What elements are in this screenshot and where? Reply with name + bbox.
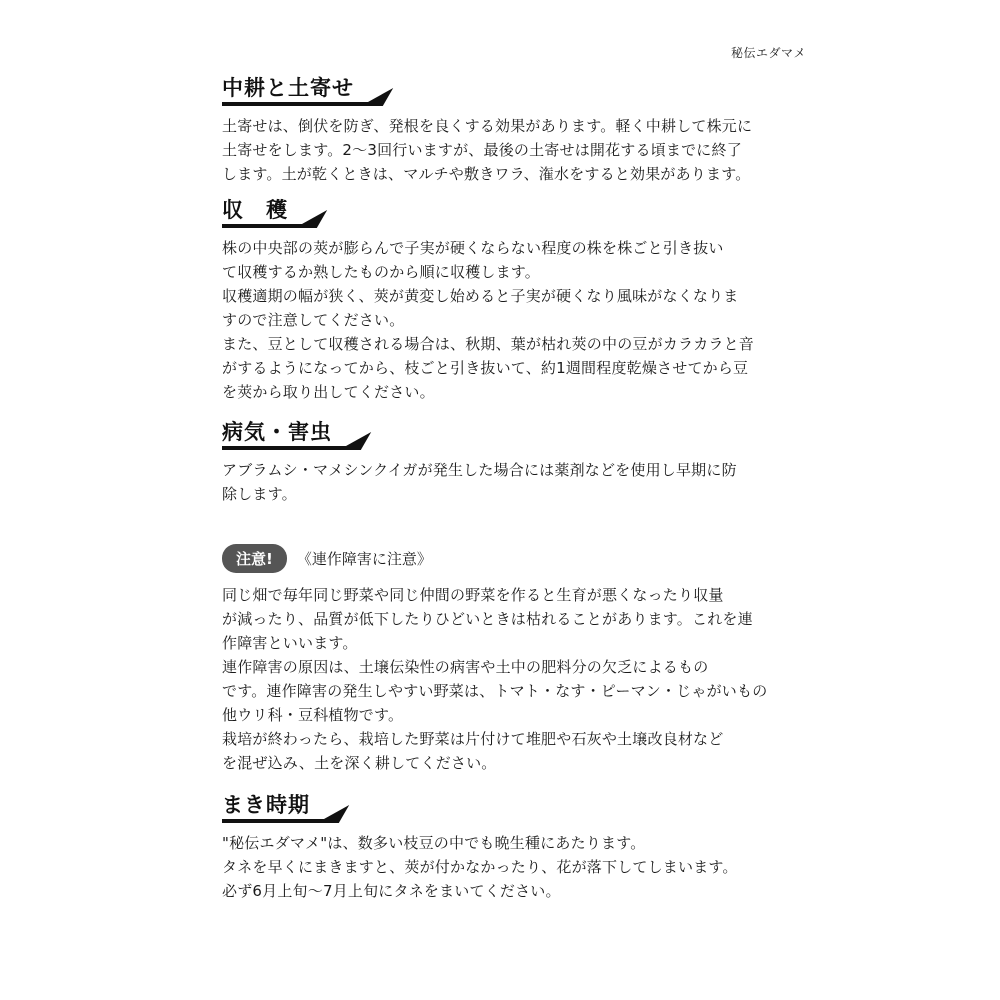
text-line: 土寄せをします。2〜3回行いますが、最後の土寄せは開花する頃までに終了 [222, 141, 742, 159]
page-label: 秘伝エダマメ [730, 46, 806, 60]
text-line: 連作障害の原因は、土壌伝染性の病害や土中の肥料分の欠乏によるもの [222, 658, 709, 676]
text-line: て収穫するか熟したものから順に収穫します。 [222, 263, 541, 281]
heading-underline [222, 819, 330, 823]
text-line: "秘伝エダマメ"は、数多い枝豆の中でも晩生種にあたります。 [222, 834, 646, 852]
notice-title: 《連作障害に注意》 [296, 550, 432, 568]
section-harvest [222, 196, 782, 404]
section-heading-disease [222, 418, 366, 452]
text-line: 他ウリ科・豆科植物です。 [222, 706, 404, 724]
text-line: 株の中央部の莢が膨らんで子実が硬くならない程度の株を株ごと引き抜い [222, 239, 724, 257]
text-line: がするようになってから、枝ごと引き抜いて、約1週間程度乾燥させてから豆 [222, 359, 749, 377]
text-line: 同じ畑で毎年同じ野菜や同じ仲間の野菜を作ると生育が悪くなったり収量 [222, 586, 724, 604]
text-line: 収穫適期の幅が狭く、莢が黄変し始めると子実が硬くなり風味がなくなりま [222, 287, 739, 305]
text-line: アブラムシ・マメシンクイガが発生した場合には薬剤などを使用し早期に防 [222, 461, 737, 479]
notice-header [222, 544, 782, 573]
heading-text: 収 穫 [222, 198, 288, 222]
text-line: を混ぜ込み、土を深く耕してください。 [222, 754, 497, 772]
paragraph-group [222, 236, 782, 404]
paragraph-group [222, 583, 782, 775]
section-cultivation [222, 74, 782, 186]
heading-text: 病気・害虫 [222, 420, 332, 444]
paragraph-group [222, 114, 782, 186]
text-line: 栽培が終わったら、栽培した野菜は片付けて堆肥や石灰や土壌改良材など [222, 730, 724, 748]
text-line: です。連作障害の発生しやすい野菜は、トマト・なす・ピーマン・じゃがいもの [222, 682, 768, 700]
notice-badge: 注意! [222, 544, 287, 573]
heading-text: 中耕と土寄せ [222, 76, 354, 100]
text-line: 土寄せは、倒伏を防ぎ、発根を良くする効果があります。軽く中耕して株元に [222, 117, 753, 135]
text-line: が減ったり、品質が低下したりひどいときは枯れることがあります。これを連 [222, 610, 753, 628]
paragraph-group [222, 458, 782, 506]
section-heading-cultivation [222, 74, 388, 108]
heading-flag-icon [339, 432, 371, 450]
text-line: を莢から取り出してください。 [222, 383, 435, 401]
text-line: タネを早くにまきますと、莢が付かなかったり、花が落下してしまいます。 [222, 858, 738, 876]
section-heading-sowing [222, 791, 344, 825]
paragraph-group [222, 831, 782, 903]
section-sowing [222, 791, 782, 903]
heading-flag-icon [361, 88, 393, 106]
section-notice [222, 544, 782, 775]
section-heading-harvest [222, 196, 322, 230]
text-line: します。土が乾くときは、マルチや敷きワラ、潅水をすると効果があります。 [222, 165, 751, 183]
text-line: 除します。 [222, 485, 297, 503]
heading-text: まき時期 [222, 793, 310, 817]
text-line: 必ず6月上旬〜7月上旬にタネをまいてください。 [222, 882, 561, 900]
section-disease [222, 418, 782, 506]
heading-flag-icon [317, 805, 349, 823]
text-line: 作障害といいます。 [222, 634, 358, 652]
heading-underline [222, 102, 374, 106]
heading-flag-icon [295, 210, 327, 228]
text-line: すので注意してください。 [222, 311, 405, 329]
main-content [222, 74, 782, 903]
text-line: また、豆として収穫される場合は、秋期、葉が枯れ莢の中の豆がカラカラと音 [222, 335, 755, 353]
heading-underline [222, 446, 352, 450]
